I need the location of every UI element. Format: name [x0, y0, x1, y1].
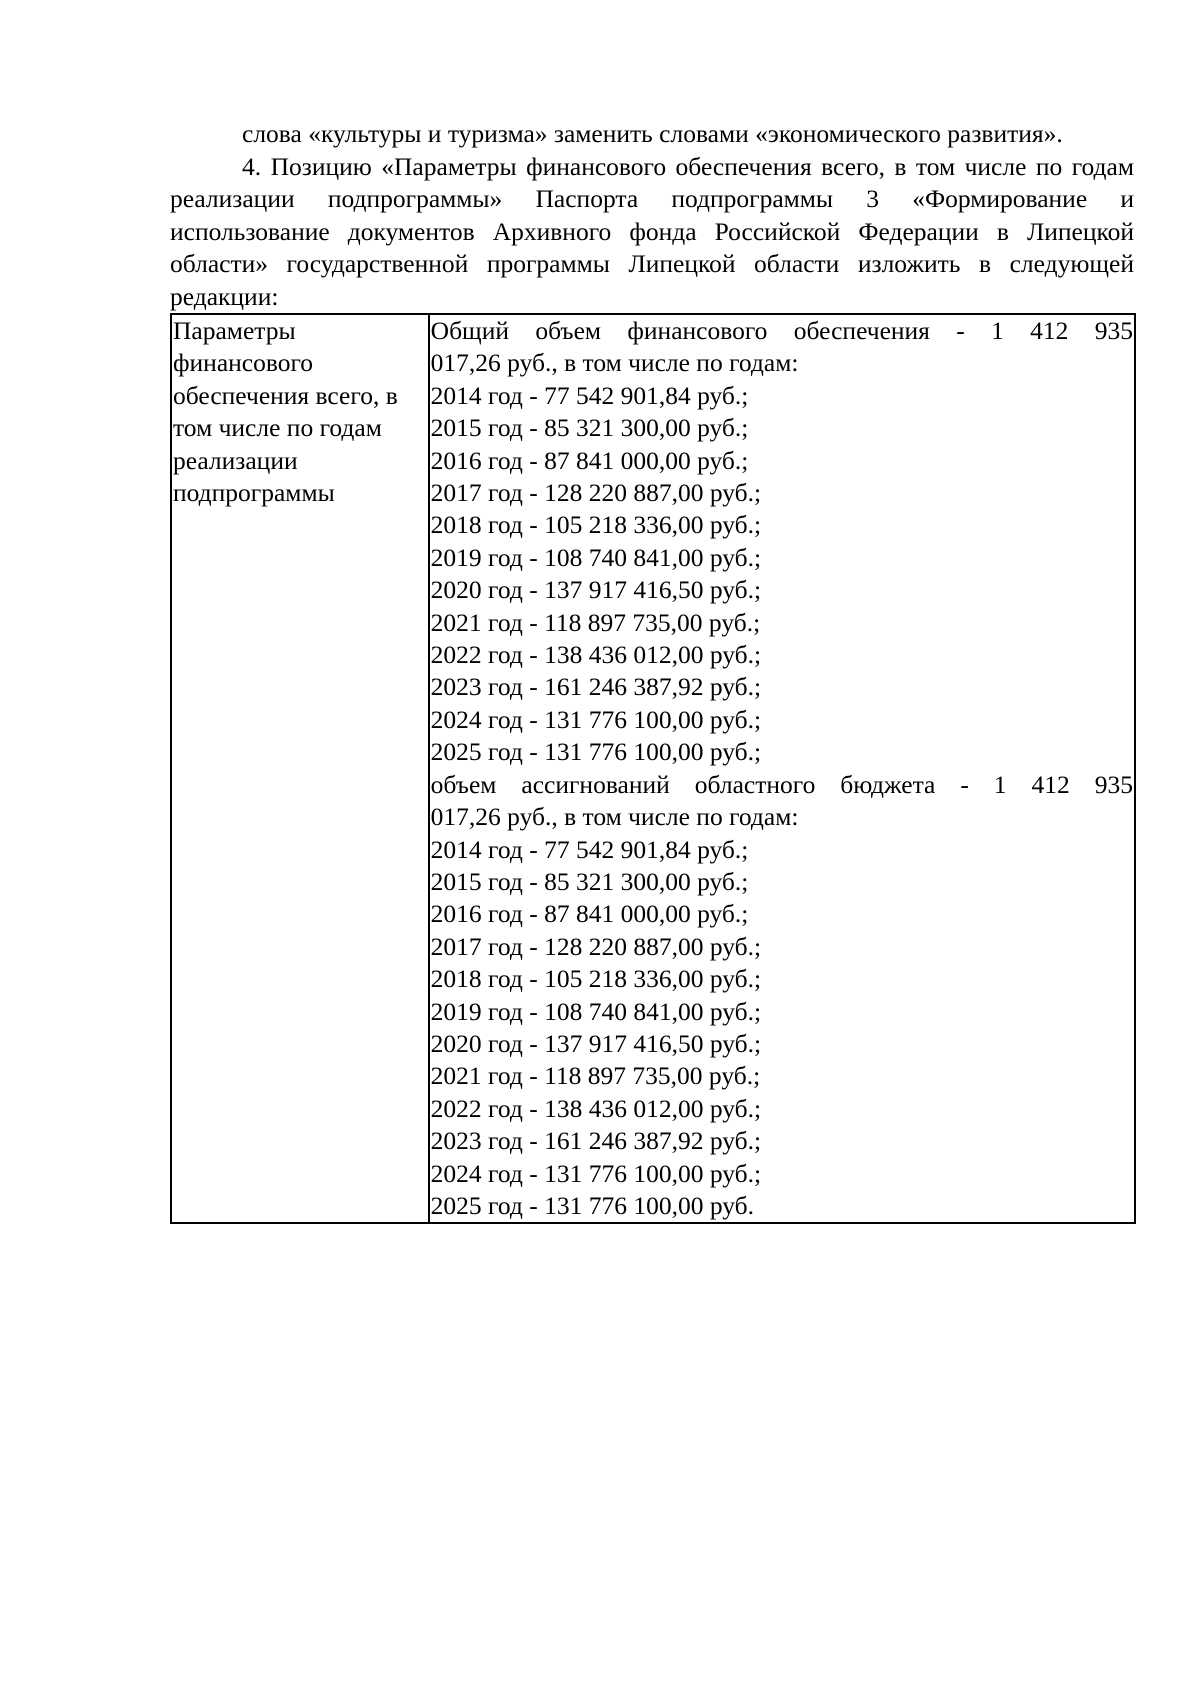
year-amount-line: 2021 год - 118 897 735,00 руб.; — [430, 1061, 761, 1091]
label-line: том числе по годам — [173, 413, 382, 443]
budget-allocation-header-cont: 017,26 руб., в том числе по годам: — [430, 802, 799, 832]
label-line: Параметры — [173, 316, 296, 345]
budget-years-list — [431, 834, 1133, 1223]
year-amount-line: 2017 год - 128 220 887,00 руб.; — [430, 931, 762, 961]
year-amount-line: 2020 год - 137 917 416,50 руб.; — [430, 575, 762, 605]
total-financing-header-cont: 017,26 руб., в том числе по годам: — [430, 348, 799, 378]
year-amount-line: 2014 год - 77 542 901,84 руб.; — [430, 834, 749, 864]
label-line: финансового — [173, 348, 314, 378]
label-line: обеспечения всего, в — [173, 380, 398, 410]
parameter-label-cell — [171, 314, 429, 1223]
year-amount-line: 2024 год - 131 776 100,00 руб.; — [430, 1158, 762, 1188]
year-amount-line: 2023 год - 161 246 387,92 руб.; — [430, 672, 762, 702]
year-amount-line: 2018 год - 105 218 336,00 руб.; — [430, 964, 762, 994]
year-amount-line: 2018 год - 105 218 336,00 руб.; — [430, 510, 762, 540]
year-amount-line: 2024 год - 131 776 100,00 руб.; — [430, 704, 762, 734]
paragraph-replacement: слова «культуры и туризма» заменить словами «экономического развития». — [242, 119, 1063, 148]
year-amount-line: 2020 год - 137 917 416,50 руб.; — [430, 1028, 762, 1058]
year-amount-line: 2016 год - 87 841 000,00 руб.; — [430, 899, 749, 929]
total-financing-header: Общий объем финансового обеспечения - 1 412 935 — [430, 316, 1133, 345]
label-line: реализации — [173, 445, 298, 475]
year-amount-line: 2019 год - 108 740 841,00 руб.; — [430, 996, 762, 1026]
passport-table — [170, 313, 1136, 1224]
year-amount-line: 2015 год - 85 321 300,00 руб.; — [430, 866, 749, 896]
label-line: подпрограммы — [173, 478, 335, 508]
year-amount-line: 2015 год - 85 321 300,00 руб.; — [430, 413, 749, 443]
year-amount-line: 2021 год - 118 897 735,00 руб.; — [430, 607, 761, 637]
document-body — [170, 118, 1134, 1224]
year-amount-line: 2025 год - 131 776 100,00 руб.; — [430, 737, 762, 767]
financing-value-cell — [429, 314, 1135, 1223]
year-amount-line: 2022 год - 138 436 012,00 руб.; — [430, 640, 762, 670]
year-amount-line: 2016 год - 87 841 000,00 руб.; — [430, 445, 749, 475]
total-years-list — [431, 380, 1133, 769]
paragraph-item-4: 4. Позицию «Параметры финансового обеспечения всего, в том числе по годам реализации подпрограммы» Паспорта подпрограммы 3 «Формирование и использование документов Архивного фонда Российской Федерации в Липецкой области» государственной программы Липецкой области изложить в следующей редакции: — [170, 151, 1134, 311]
year-amount-line: 2025 год - 131 776 100,00 руб. — [430, 1190, 755, 1220]
year-amount-line: 2017 год - 128 220 887,00 руб.; — [430, 478, 762, 508]
table-row — [171, 314, 1135, 1223]
year-amount-line: 2014 год - 77 542 901,84 руб.; — [430, 380, 749, 410]
year-amount-line: 2019 год - 108 740 841,00 руб.; — [430, 542, 762, 572]
year-amount-line: 2023 год - 161 246 387,92 руб.; — [430, 1126, 762, 1156]
year-amount-line: 2022 год - 138 436 012,00 руб.; — [430, 1093, 762, 1123]
budget-allocation-header: объем ассигнований областного бюджета - 1 412 935 — [430, 769, 1133, 799]
